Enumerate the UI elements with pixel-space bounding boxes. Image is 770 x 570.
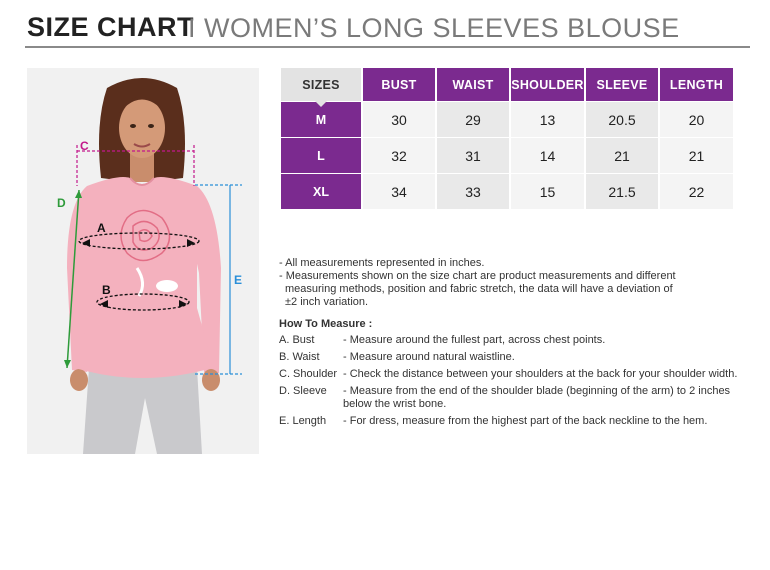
label-a: A — [97, 221, 106, 235]
measure-key: B. Waist — [279, 351, 320, 363]
model-photo — [27, 68, 259, 454]
table-cell: 31 — [437, 138, 509, 173]
header-bust: BUST — [363, 68, 435, 101]
measure-item-length — [279, 415, 749, 428]
table-row — [281, 174, 733, 209]
label-b: B — [102, 283, 111, 297]
table-cell: 20 — [660, 102, 733, 137]
note-units: - All measurements represented in inches. — [279, 257, 485, 269]
model-illustration — [27, 68, 259, 454]
measure-key: C. Shoulder — [279, 368, 338, 380]
measure-item-bust — [279, 334, 749, 347]
measure-value: - Check the distance between your shoulders at the back for your shoulder width. — [343, 368, 738, 380]
table-row — [281, 138, 733, 173]
size-table — [279, 67, 735, 210]
measure-value: - Measure from the end of the shoulder blade (beginning of the arm) to 2 inches below the wrist bone. — [343, 385, 731, 410]
table-cell: 13 — [511, 102, 584, 137]
table-cell: 30 — [363, 102, 435, 137]
size-label: L — [281, 138, 361, 173]
size-label: XL — [281, 174, 361, 209]
note-deviation-3: ±2 inch variation. — [285, 296, 369, 308]
table-cell: 14 — [511, 138, 584, 173]
table-cell: 32 — [363, 138, 435, 173]
size-label: M — [281, 102, 361, 137]
size-notes — [279, 257, 749, 432]
table-cell: 21 — [660, 138, 733, 173]
measure-item-shoulder — [279, 368, 749, 381]
table-cell: 29 — [437, 102, 509, 137]
measure-key: E. Length — [279, 415, 327, 427]
title-bar — [25, 10, 750, 48]
note-deviation-1: - Measurements shown on the size chart are product measurements and different — [279, 270, 676, 282]
table-cell: 21 — [586, 138, 658, 173]
measure-key: A. Bust — [279, 334, 315, 346]
table-row — [281, 102, 733, 137]
measure-value: - For dress, measure from the highest part of the back neckline to the hem. — [343, 415, 708, 427]
measure-key: D. Sleeve — [279, 385, 327, 397]
table-cell: 34 — [363, 174, 435, 209]
table-cell: 15 — [511, 174, 584, 209]
page-subtitle: I WOMEN’S LONG SLEEVES BLOUSE — [188, 13, 680, 43]
how-to-measure-title: How To Measure : — [279, 318, 373, 330]
measure-value: - Measure around natural waistline. — [343, 351, 515, 363]
table-cell: 22 — [660, 174, 733, 209]
header-shoulder: SHOULDER — [511, 68, 584, 101]
label-e: E — [234, 273, 243, 287]
table-cell: 21.5 — [586, 174, 658, 209]
header-sleeve: SLEEVE — [586, 68, 658, 101]
label-c: C — [80, 139, 89, 153]
header-waist: WAIST — [437, 68, 509, 101]
header-sizes: SIZES — [281, 68, 361, 101]
table-cell: 20.5 — [586, 102, 658, 137]
header-length: LENGTH — [660, 68, 733, 101]
table-cell: 33 — [437, 174, 509, 209]
measure-value: - Measure around the fullest part, across chest points. — [343, 334, 606, 346]
note-deviation-2: measuring methods, position and fabric stretch, the data will have a deviation of — [285, 283, 673, 295]
measure-item-sleeve — [279, 385, 749, 411]
measure-item-waist — [279, 351, 749, 364]
table-header-row — [281, 68, 733, 101]
page-title: SIZE CHART — [27, 12, 194, 42]
label-d: D — [57, 196, 66, 210]
